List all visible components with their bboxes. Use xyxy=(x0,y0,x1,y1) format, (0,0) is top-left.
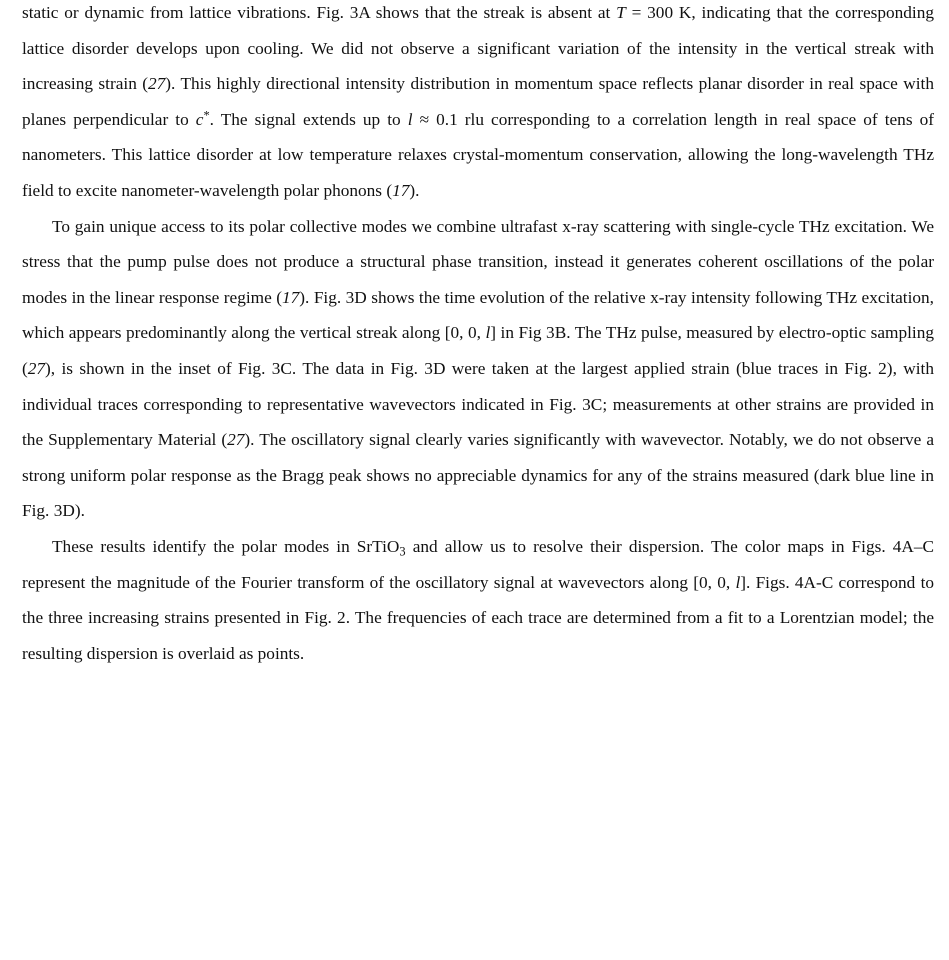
math-symbol: c xyxy=(195,109,204,129)
math-symbol: l xyxy=(485,323,491,343)
body-paragraph xyxy=(22,0,934,209)
citation-ref: 27 xyxy=(148,74,166,94)
paper-body xyxy=(22,0,934,671)
text-run: ). The oscillatory signal clearly varies significantly with wavevector. Notably, we do not observe a strong uniform polar response as the Bragg peak shows no appreciable dynamics for any of the strains measured (dark blue line in Fig. 3D). xyxy=(22,430,934,521)
text-run: ). xyxy=(409,180,420,200)
body-paragraph xyxy=(22,209,934,529)
citation-ref: 27 xyxy=(27,358,46,378)
superscript: * xyxy=(203,108,210,123)
math-symbol: l xyxy=(407,109,413,129)
text-run: These results identify the polar modes in SrTiO xyxy=(52,536,400,556)
citation-ref: 17 xyxy=(282,287,300,307)
text-run: = 300 K, indicating that the corresponding lattice disorder develops upon cooling. We did not observe a significant variation of the intensity in the vertical streak with increasing strain ( xyxy=(22,3,934,94)
text-run: ), is shown in the inset of Fig. 3C. The data in Fig. 3D were taken at the largest applied strain (blue traces in Fig. 2), with individual traces corresponding to representative wavevectors indicated in Fig. 3C; measurements at other strains are provided in the Supplementary Material ( xyxy=(22,358,934,450)
text-run: ] in Fig 3B. The THz pulse, measured by electro-optic sampling ( xyxy=(22,323,934,378)
subscript: 3 xyxy=(399,544,406,559)
text-run: ≈ 0.1 rlu corresponding to a correlation length in real space of tens of nanometers. This lattice disorder at low temperature relaxes crystal-momentum conservation, allowing the long-wavelength THz field to excite nanometer-wavelength polar phonons ( xyxy=(22,109,934,200)
math-symbol: T xyxy=(616,3,626,22)
citation-ref: 27 xyxy=(227,430,245,450)
text-run: To gain unique access to its polar collective modes we combine ultrafast x-ray scattering with single-cycle THz excitation. We stress that the pump pulse does not produce a structural phase transition, instead it generates coherent oscillations of the polar modes in the linear response regime ( xyxy=(22,216,934,307)
text-run: ]. Figs. 4A-C correspond to the three increasing strains presented in Fig. 2. The frequencies of each trace are determined from a fit to a Lorentzian model; the resulting dispersion is overlaid as points. xyxy=(22,572,935,663)
text-run: . The signal extends up to xyxy=(209,109,408,129)
math-symbol: l xyxy=(735,572,741,592)
text-run: and allow us to resolve their dispersion. The color maps in Figs. 4A–C represent the magnitude of the Fourier transform of the oscillatory signal at wavevectors along [0, 0, xyxy=(22,536,934,592)
body-paragraph xyxy=(22,529,934,671)
text-run: static or dynamic from lattice vibrations. Fig. 3A shows that the streak is absent at xyxy=(22,3,617,22)
citation-ref: 17 xyxy=(392,180,410,200)
text-run: ). Fig. 3D shows the time evolution of the relative x-ray intensity following THz excitation, which appears predominantly along the vertical streak along [0, 0, xyxy=(22,287,934,343)
text-run: ). This highly directional intensity distribution in momentum space reflects planar disorder in real space with planes perpendicular to xyxy=(22,74,934,129)
